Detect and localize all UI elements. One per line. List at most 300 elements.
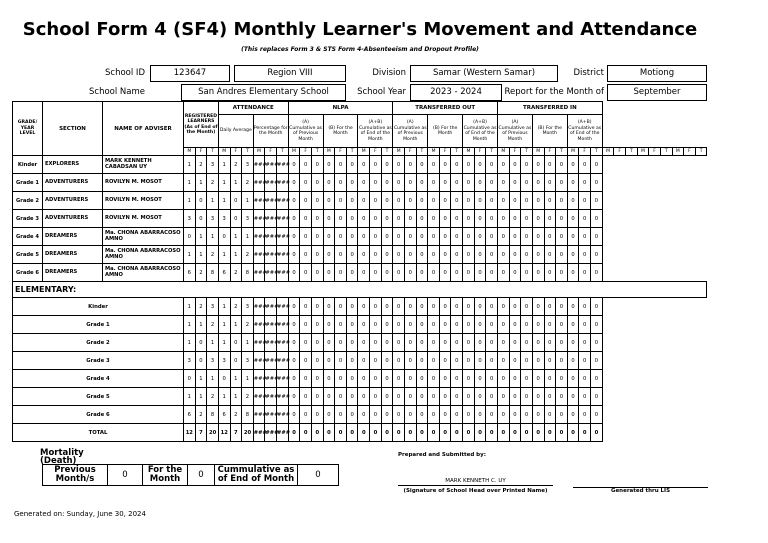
- avg-cell: 1: [218, 246, 230, 264]
- mft-header-t: T: [311, 148, 323, 156]
- movement-cell: 0: [358, 156, 370, 174]
- school-id-label: School ID: [105, 68, 145, 78]
- reg-cell: 2: [207, 388, 219, 406]
- pct-cell: ###: [253, 264, 265, 282]
- movement-cell: 0: [323, 316, 335, 334]
- movement-cell: 0: [428, 264, 440, 282]
- movement-cell: 0: [579, 192, 591, 210]
- movement-cell: 0: [428, 370, 440, 388]
- reg-cell: 1: [207, 228, 219, 246]
- section-cell: DREAMERS: [43, 264, 103, 282]
- movement-cell: 0: [393, 192, 405, 210]
- pct-cell: ###: [253, 352, 265, 370]
- movement-cell: 0: [509, 192, 521, 210]
- movement-cell: 0: [358, 298, 370, 316]
- mft-header-m: M: [184, 148, 196, 156]
- movement-cell: 0: [591, 210, 603, 228]
- movement-cell: 0: [404, 406, 416, 424]
- summary-label-cell: Grade 1: [13, 316, 184, 334]
- movement-cell: 0: [567, 210, 579, 228]
- movement-cell: 0: [358, 192, 370, 210]
- movement-cell: 0: [404, 228, 416, 246]
- reg-cell: 1: [184, 156, 196, 174]
- movement-cell: 0: [567, 406, 579, 424]
- movement-cell: 0: [451, 228, 463, 246]
- movement-cell: 0: [463, 388, 475, 406]
- movement-cell: 0: [556, 352, 568, 370]
- pct-cell: ###: [265, 406, 277, 424]
- pct-cell: ###: [265, 228, 277, 246]
- grade-level-cell: Kinder: [13, 156, 43, 174]
- movement-cell: 0: [567, 174, 579, 192]
- movement-cell: 0: [381, 298, 393, 316]
- pct-cell: ###: [277, 370, 289, 388]
- movement-cell: 0: [288, 424, 300, 442]
- movement-cell: 0: [486, 406, 498, 424]
- table-row: [13, 228, 707, 246]
- avg-cell: 2: [242, 316, 254, 334]
- movement-cell: 0: [463, 424, 475, 442]
- movement-cell: 0: [509, 424, 521, 442]
- movement-cell: 0: [323, 174, 335, 192]
- reg-cell: 0: [195, 210, 207, 228]
- movement-cell: 0: [323, 406, 335, 424]
- avg-cell: 1: [242, 370, 254, 388]
- pct-cell: ###: [265, 156, 277, 174]
- nlpa-sub-a-header: (A) Cumulative as of Previous Month: [288, 115, 323, 148]
- section-cell: ADVENTURERS: [43, 192, 103, 210]
- avg-cell: 3: [218, 210, 230, 228]
- movement-cell: 0: [323, 370, 335, 388]
- reg-cell: 1: [184, 316, 196, 334]
- movement-cell: 0: [428, 156, 440, 174]
- movement-cell: 0: [556, 370, 568, 388]
- movement-cell: 0: [428, 334, 440, 352]
- reg-cell: 1: [184, 388, 196, 406]
- movement-cell: 0: [393, 316, 405, 334]
- registered-header: REGISTERED LEARNERS (As of End of the Month): [184, 102, 219, 148]
- adviser-cell: Ma. CHONA ABARRACOSO AMNO: [103, 246, 184, 264]
- movement-cell: 0: [486, 424, 498, 442]
- movement-cell: 0: [544, 424, 556, 442]
- movement-cell: 0: [486, 298, 498, 316]
- signature-label: (Signature of School Head over Printed Name): [403, 488, 548, 494]
- mft-header-f: F: [230, 148, 242, 156]
- reg-cell: 3: [207, 156, 219, 174]
- summary-label-cell: Grade 2: [13, 334, 184, 352]
- reg-cell: 1: [195, 228, 207, 246]
- mft-header-t: T: [346, 148, 358, 156]
- movement-cell: 0: [300, 228, 312, 246]
- movement-cell: 0: [521, 298, 533, 316]
- pct-cell: ###: [277, 174, 289, 192]
- movement-cell: 0: [544, 334, 556, 352]
- avg-cell: 0: [218, 370, 230, 388]
- movement-cell: 0: [311, 156, 323, 174]
- movement-cell: 0: [335, 192, 347, 210]
- movement-cell: 0: [346, 316, 358, 334]
- movement-cell: 0: [532, 352, 544, 370]
- avg-cell: 1: [242, 334, 254, 352]
- movement-cell: 0: [556, 316, 568, 334]
- movement-cell: 0: [416, 246, 428, 264]
- mft-header-t: T: [486, 148, 498, 156]
- elementary-section-label: ELEMENTARY:: [13, 282, 707, 298]
- mft-header-f: F: [509, 148, 521, 156]
- movement-cell: 0: [346, 156, 358, 174]
- avg-cell: 1: [230, 246, 242, 264]
- movement-cell: 0: [358, 388, 370, 406]
- movement-cell: 0: [288, 370, 300, 388]
- pct-cell: ###: [253, 370, 265, 388]
- movement-cell: 0: [463, 228, 475, 246]
- transferred-in-sub-a-header: (A) Cumulative as of Previous Month: [498, 115, 533, 148]
- movement-cell: 0: [579, 156, 591, 174]
- movement-cell: 0: [439, 264, 451, 282]
- grade-level-cell: Grade 2: [13, 192, 43, 210]
- pct-cell: ###: [265, 370, 277, 388]
- movement-cell: 0: [439, 424, 451, 442]
- avg-cell: 1: [230, 388, 242, 406]
- reg-cell: 0: [184, 370, 196, 388]
- movement-cell: 0: [288, 334, 300, 352]
- movement-cell: 0: [404, 192, 416, 210]
- mft-header-f: F: [684, 148, 696, 156]
- pct-cell: ###: [265, 334, 277, 352]
- movement-cell: 0: [451, 156, 463, 174]
- mft-header-f: F: [265, 148, 277, 156]
- movement-cell: 0: [463, 334, 475, 352]
- summary-label-cell: TOTAL: [13, 424, 184, 442]
- summary-row: [13, 406, 707, 424]
- movement-cell: 0: [416, 406, 428, 424]
- pct-cell: ###: [277, 334, 289, 352]
- movement-cell: 0: [509, 228, 521, 246]
- total-row: [13, 424, 707, 442]
- movement-cell: 0: [521, 316, 533, 334]
- movement-cell: 0: [335, 424, 347, 442]
- movement-cell: 0: [439, 334, 451, 352]
- movement-cell: 0: [463, 264, 475, 282]
- mft-header-m: M: [672, 148, 684, 156]
- movement-cell: 0: [428, 174, 440, 192]
- movement-cell: 0: [370, 352, 382, 370]
- movement-cell: 0: [474, 298, 486, 316]
- mft-header-m: M: [532, 148, 544, 156]
- mft-header-t: T: [521, 148, 533, 156]
- movement-cell: 0: [544, 406, 556, 424]
- movement-cell: 0: [358, 406, 370, 424]
- movement-cell: 0: [404, 156, 416, 174]
- summary-label-cell: Kinder: [13, 298, 184, 316]
- avg-cell: 1: [230, 228, 242, 246]
- movement-cell: 0: [567, 228, 579, 246]
- summary-label-cell: Grade 3: [13, 352, 184, 370]
- mortality-cumulative-value: 0: [298, 465, 339, 486]
- mft-header-t: T: [207, 148, 219, 156]
- division-value: Samar (Western Samar): [410, 65, 558, 82]
- movement-cell: 0: [498, 210, 510, 228]
- reg-cell: 3: [184, 352, 196, 370]
- mft-header-f: F: [474, 148, 486, 156]
- movement-cell: 0: [498, 406, 510, 424]
- movement-cell: 0: [532, 298, 544, 316]
- movement-cell: 0: [498, 228, 510, 246]
- reg-cell: 1: [207, 334, 219, 352]
- movement-cell: 0: [300, 174, 312, 192]
- pct-cell: ###: [265, 424, 277, 442]
- table-row: [13, 174, 707, 192]
- movement-cell: 0: [498, 316, 510, 334]
- movement-cell: 0: [323, 264, 335, 282]
- movement-cell: 0: [591, 316, 603, 334]
- mft-header-f: F: [649, 148, 661, 156]
- movement-cell: 0: [556, 334, 568, 352]
- movement-cell: 0: [439, 352, 451, 370]
- movement-cell: 0: [509, 156, 521, 174]
- movement-cell: 0: [300, 334, 312, 352]
- movement-cell: 0: [428, 316, 440, 334]
- movement-cell: 0: [346, 388, 358, 406]
- attendance-header: ATTENDANCE: [218, 102, 288, 115]
- reg-cell: 20: [207, 424, 219, 442]
- movement-cell: 0: [393, 210, 405, 228]
- movement-cell: 0: [346, 370, 358, 388]
- movement-cell: 0: [486, 192, 498, 210]
- movement-cell: 0: [346, 228, 358, 246]
- reg-cell: 3: [207, 352, 219, 370]
- movement-cell: 0: [463, 210, 475, 228]
- mft-header-m: M: [463, 148, 475, 156]
- movement-cell: 0: [509, 210, 521, 228]
- movement-cell: 0: [393, 370, 405, 388]
- movement-cell: 0: [393, 352, 405, 370]
- movement-cell: 0: [381, 264, 393, 282]
- movement-cell: 0: [498, 352, 510, 370]
- movement-cell: 0: [509, 352, 521, 370]
- mft-header-m: M: [323, 148, 335, 156]
- movement-cell: 0: [346, 298, 358, 316]
- grade-level-cell: Grade 4: [13, 228, 43, 246]
- movement-cell: 0: [288, 210, 300, 228]
- reg-cell: 1: [195, 370, 207, 388]
- movement-cell: 0: [393, 298, 405, 316]
- movement-cell: 0: [556, 264, 568, 282]
- section-cell: EXPLORERS: [43, 156, 103, 174]
- movement-cell: 0: [358, 210, 370, 228]
- mft-header-m: M: [498, 148, 510, 156]
- movement-cell: 0: [311, 210, 323, 228]
- movement-cell: 0: [579, 264, 591, 282]
- movement-cell: 0: [556, 406, 568, 424]
- movement-cell: 0: [486, 246, 498, 264]
- movement-cell: 0: [404, 352, 416, 370]
- movement-cell: 0: [335, 298, 347, 316]
- mortality-table: [42, 464, 339, 486]
- form-subtitle: (This replaces Form 3 & STS Form 4-Absenteeism and Dropout Profile): [241, 46, 479, 53]
- movement-cell: 0: [544, 352, 556, 370]
- movement-cell: 0: [288, 192, 300, 210]
- movement-cell: 0: [428, 298, 440, 316]
- movement-cell: 0: [556, 156, 568, 174]
- transferred-out-header: TRANSFERRED OUT: [393, 102, 498, 115]
- movement-cell: 0: [474, 424, 486, 442]
- movement-cell: 0: [346, 406, 358, 424]
- mft-header-m: M: [288, 148, 300, 156]
- pct-cell: ###: [265, 246, 277, 264]
- movement-cell: 0: [381, 424, 393, 442]
- reg-cell: 1: [195, 246, 207, 264]
- movement-cell: 0: [532, 174, 544, 192]
- movement-cell: 0: [509, 370, 521, 388]
- prepared-by-label: Prepared and Submitted by:: [398, 452, 486, 458]
- movement-cell: 0: [579, 352, 591, 370]
- pct-cell: ###: [253, 298, 265, 316]
- movement-cell: 0: [579, 298, 591, 316]
- avg-cell: 20: [242, 424, 254, 442]
- adviser-cell: Ma. CHONA ABARRACOSO AMNO: [103, 228, 184, 246]
- school-name-label: School Name: [89, 87, 145, 97]
- reg-cell: 12: [184, 424, 196, 442]
- avg-cell: 1: [242, 228, 254, 246]
- movement-cell: 0: [335, 370, 347, 388]
- pct-cell: ###: [265, 174, 277, 192]
- transferred-in-header: TRANSFERRED IN: [498, 102, 603, 115]
- movement-cell: 0: [416, 228, 428, 246]
- movement-cell: 0: [300, 316, 312, 334]
- movement-cell: 0: [370, 228, 382, 246]
- avg-cell: 2: [230, 156, 242, 174]
- reg-cell: 2: [207, 174, 219, 192]
- movement-cell: 0: [358, 370, 370, 388]
- movement-cell: 0: [300, 192, 312, 210]
- percentage-header: Percentage for the Month: [253, 115, 288, 148]
- movement-cell: 0: [311, 192, 323, 210]
- movement-cell: 0: [567, 298, 579, 316]
- movement-cell: 0: [300, 246, 312, 264]
- avg-cell: 3: [218, 352, 230, 370]
- movement-cell: 0: [544, 210, 556, 228]
- movement-cell: 0: [323, 388, 335, 406]
- reg-cell: 2: [195, 298, 207, 316]
- movement-cell: 0: [311, 388, 323, 406]
- avg-cell: 2: [230, 298, 242, 316]
- movement-cell: 0: [451, 298, 463, 316]
- movement-cell: 0: [335, 406, 347, 424]
- movement-cell: 0: [579, 424, 591, 442]
- movement-cell: 0: [346, 192, 358, 210]
- movement-cell: 0: [532, 210, 544, 228]
- reg-cell: 7: [195, 424, 207, 442]
- movement-cell: 0: [486, 156, 498, 174]
- mortality-previous-label: Previous Month/s: [43, 465, 108, 486]
- table-row: [13, 210, 707, 228]
- reg-cell: 3: [207, 210, 219, 228]
- movement-cell: 0: [451, 192, 463, 210]
- avg-cell: 3: [242, 210, 254, 228]
- movement-cell: 0: [370, 334, 382, 352]
- movement-cell: 0: [451, 264, 463, 282]
- mft-header-f: F: [544, 148, 556, 156]
- pct-cell: ###: [277, 316, 289, 334]
- avg-cell: 1: [218, 156, 230, 174]
- movement-cell: 0: [509, 334, 521, 352]
- movement-cell: 0: [486, 316, 498, 334]
- movement-cell: 0: [579, 316, 591, 334]
- reg-cell: 0: [195, 352, 207, 370]
- movement-cell: 0: [428, 388, 440, 406]
- grade-level-cell: Grade 5: [13, 246, 43, 264]
- movement-cell: 0: [567, 156, 579, 174]
- movement-cell: 0: [370, 156, 382, 174]
- movement-cell: 0: [346, 246, 358, 264]
- movement-cell: 0: [311, 264, 323, 282]
- mft-header-f: F: [300, 148, 312, 156]
- reg-cell: 2: [195, 156, 207, 174]
- movement-cell: 0: [498, 264, 510, 282]
- movement-cell: 0: [544, 316, 556, 334]
- school-id-value: 123647: [150, 65, 230, 82]
- movement-cell: 0: [288, 352, 300, 370]
- movement-cell: 0: [358, 352, 370, 370]
- reg-cell: 2: [195, 264, 207, 282]
- pct-cell: ###: [253, 334, 265, 352]
- mortality-for-month-label: For the Month: [143, 465, 188, 486]
- avg-cell: 1: [218, 192, 230, 210]
- adviser-cell: ROVILYN M. MOSOT: [103, 210, 184, 228]
- movement-cell: 0: [416, 388, 428, 406]
- movement-cell: 0: [288, 298, 300, 316]
- mft-header-t: T: [591, 148, 603, 156]
- movement-cell: 0: [439, 316, 451, 334]
- movement-cell: 0: [579, 334, 591, 352]
- movement-cell: 0: [323, 298, 335, 316]
- movement-cell: 0: [335, 316, 347, 334]
- avg-cell: 0: [230, 352, 242, 370]
- reg-cell: 2: [195, 406, 207, 424]
- avg-cell: 2: [242, 246, 254, 264]
- reg-cell: 8: [207, 406, 219, 424]
- grade-level-cell: Grade 1: [13, 174, 43, 192]
- movement-cell: 0: [567, 192, 579, 210]
- movement-cell: 0: [335, 246, 347, 264]
- mft-header-f: F: [439, 148, 451, 156]
- movement-cell: 0: [521, 352, 533, 370]
- avg-cell: 1: [218, 298, 230, 316]
- movement-cell: 0: [463, 298, 475, 316]
- movement-cell: 0: [288, 156, 300, 174]
- movement-cell: 0: [486, 210, 498, 228]
- movement-cell: 0: [474, 264, 486, 282]
- movement-cell: 0: [335, 264, 347, 282]
- movement-cell: 0: [521, 334, 533, 352]
- pct-cell: ###: [253, 424, 265, 442]
- movement-cell: 0: [544, 246, 556, 264]
- movement-cell: 0: [300, 370, 312, 388]
- movement-cell: 0: [567, 424, 579, 442]
- section-cell: DREAMERS: [43, 246, 103, 264]
- summary-row: [13, 352, 707, 370]
- school-year-label: School Year: [357, 87, 406, 97]
- adviser-cell: MARK KENNETH CABADSAN UY: [103, 156, 184, 174]
- reg-cell: 0: [184, 228, 196, 246]
- movement-cell: 0: [370, 174, 382, 192]
- movement-cell: 0: [532, 316, 544, 334]
- transferred-out-sub-ab-header: (A+B) Cumulative as of End of the Month: [463, 115, 498, 148]
- movement-cell: 0: [439, 370, 451, 388]
- reg-cell: 1: [195, 174, 207, 192]
- pct-cell: ###: [277, 210, 289, 228]
